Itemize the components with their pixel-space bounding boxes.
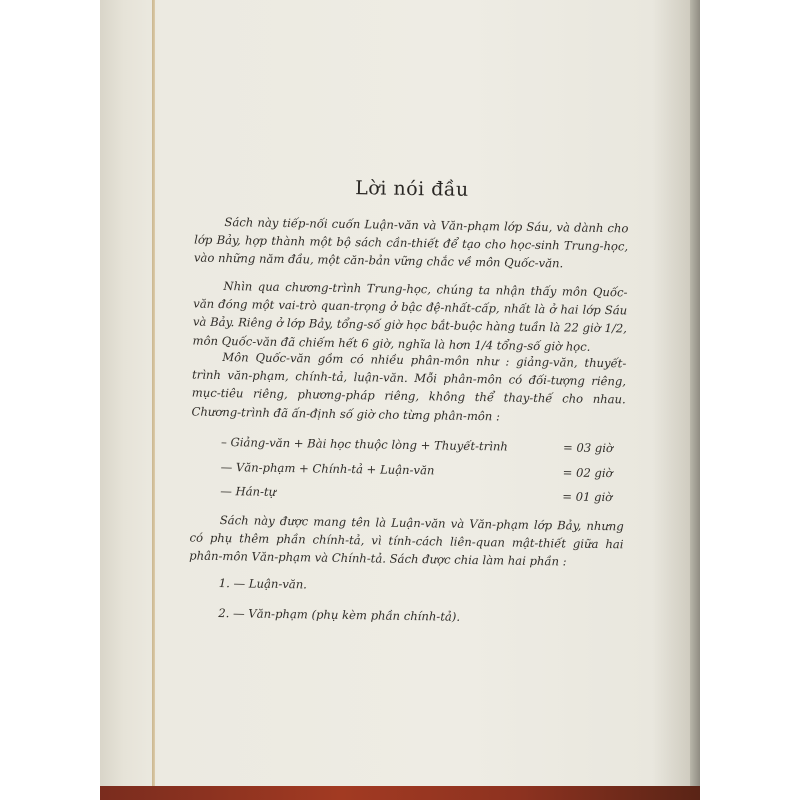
paragraph-curriculum: Nhìn qua chương-trình Trung-học, chúng ta nhận thấy môn Quốc-văn đóng một vai-trò quan-trọng ở bậc đệ-nhất-cấp, nhất là ở hai lớp Sáu và Bảy. Riêng ở lớp Bảy, tổng-số giờ học bắt-buộc hàng tuần là 22 giờ 1/2, môn Quốc-văn đã chiếm hết 6 giờ, nghĩa là hơn 1/4 tổng-số giờ học. bbox=[192, 279, 628, 354]
page-fold-line bbox=[152, 0, 155, 800]
paragraph-subjects: Môn Quốc-văn gồm có nhiều phân-môn như : giảng-văn, thuyết-trình văn-phạm, chính-tả, luận-văn. Mỗi phân-môn có đối-tượng riêng, mục-tiêu riêng, phương-pháp riêng, không thể thay-thế cho nhau. Chương-trình đã ấn-định số giờ cho từng phân-môn : bbox=[191, 350, 627, 423]
list-item-part-2: 2. — Văn-phạm (phụ kèm phần chính-tả). bbox=[218, 605, 461, 624]
book-cover-edge bbox=[100, 786, 700, 800]
schedule-hours: = 02 giờ bbox=[562, 465, 613, 481]
page-edge-right bbox=[690, 0, 700, 800]
schedule-subjects: — Văn-phạm + Chính-tả + Luận-văn bbox=[220, 460, 435, 478]
background-left bbox=[0, 0, 100, 800]
schedule-hours: = 01 giờ bbox=[562, 489, 613, 505]
schedule-hours: = 03 giờ bbox=[562, 440, 614, 456]
list-item-part-1: 1. — Luận-văn. bbox=[218, 575, 308, 592]
paragraph-intro: Sách này tiếp-nối cuốn Luận-văn và Văn-phạm lớp Sáu, và dành cho lớp Bảy, hợp thành một bộ sách cần-thiết để tạo cho học-sinh Trung-học, vào những năm đầu, một căn-bản vững chắc về môn Quốc-văn. bbox=[193, 215, 629, 271]
paragraph-book-parts: Sách này được mang tên là Luận-văn và Văn-phạm lớp Bảy, nhưng có phụ thêm phần chính-tả, vì tính-cách liên-quan mật-thiết giữa hai phân-môn Văn-phạm và Chính-tả. Sách được chia làm hai phần : bbox=[189, 512, 624, 569]
schedule-subjects: — Hán-tự bbox=[220, 484, 277, 499]
page-title: Lời nói đầu bbox=[355, 177, 469, 201]
schedule-subjects: – Giảng-văn + Bài học thuộc lòng + Thuyết-trình bbox=[220, 435, 508, 454]
